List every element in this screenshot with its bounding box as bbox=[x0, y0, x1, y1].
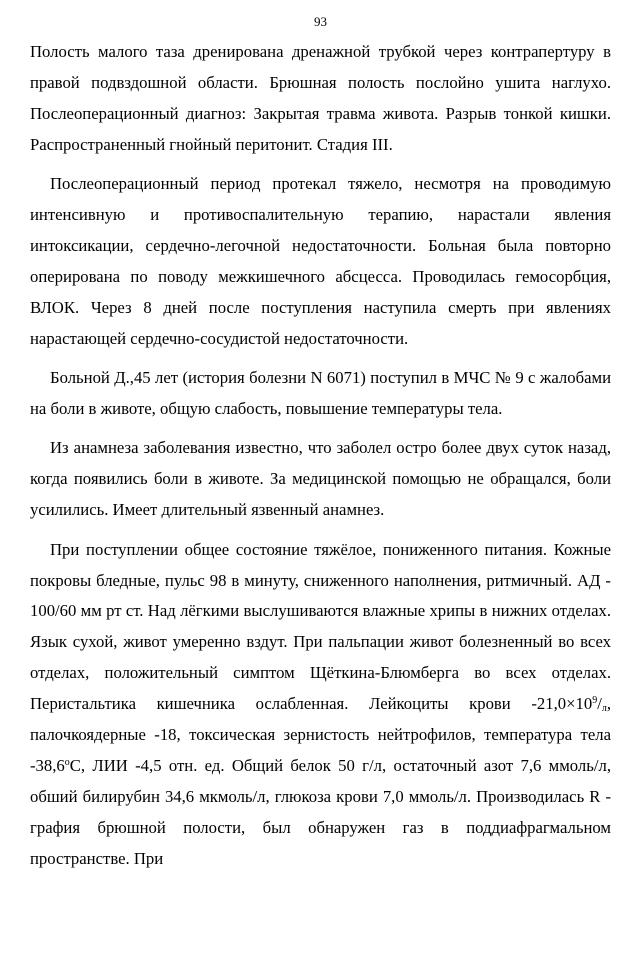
page-number: 93 bbox=[314, 14, 327, 29]
leukocyte-unit-slash: / bbox=[597, 694, 602, 714]
admission-status-text-3: С, ЛИИ -4,5 отн. ед. Общий белок 50 г/л, остаточный азот 7,6 ммоль/л, обший билирубин 34,6 мкмоль/л, глюкоза крови 7,0 ммоль/л. Производилась R - графия брюшной полости, был обнаружен газ в поддиафрагмальном пространстве. При bbox=[30, 755, 611, 868]
paragraph-surgery-summary: Полость малого таза дренирована дренажной трубкой через контрапертуру в правой подвздошной области. Брюшная полость послойно ушита наглухо. Послеоперационный диагноз: Закрытая травма живота. Разрыв тонкой кишки. Распространенный гнойный перитонит. Стадия III. bbox=[30, 42, 611, 154]
paragraph-anamnesis: Из анамнеза заболевания известно, что заболел остро более двух суток назад, когда появились боли в животе. За медицинской помощью не обращался, боли усилились. Имеет длительный язвенный анамнез. bbox=[30, 438, 611, 520]
paragraph-postoperative-course: Послеоперационный период протекал тяжело, несмотря на проводимую интенсивную и противоспалительную терапию, нарастали явления интоксикации, сердечно-легочной недостаточности. Больная была повторно оперирована по поводу межкишечного абсцесса. Проводилась гемосорбция, ВЛОК. Через 8 дней после поступления наступила смерть при явлениях нарастающей сердечно-сосудистой недостаточности. bbox=[30, 174, 611, 348]
admission-status-text-2: , палочкоядерные -18, токсическая зернистость нейтрофилов, температура тела -38,6 bbox=[30, 694, 611, 775]
leukocyte-unit: л bbox=[601, 703, 607, 715]
paragraph-patient-admission: Больной Д.,45 лет (история болезни N 6071) поступил в МЧС № 9 с жалобами на боли в животе, общую слабость, повышение температуры тела. bbox=[30, 368, 611, 418]
document-body bbox=[30, 37, 611, 875]
paragraph-admission-status bbox=[30, 535, 611, 875]
degree-sign: о bbox=[64, 756, 70, 768]
admission-status-text-1: При поступлении общее состояние тяжёлое, пониженного питания. Кожные покровы бледные, пульс 98 в минуту, сниженного наполнения, ритмичный. АД - 100/60 мм рт ст. Над лёгкими выслушиваются влажные хрипы в нижних отделах. Язык сухой, живот умеренно вздут. При пальпации живот болезненный во всех отделах, положительный симптом Щёткина-Блюмберга во всех отделах. Перистальтика кишечника ослабленная. Лейкоциты крови -21,0×10 bbox=[30, 539, 611, 714]
leukocyte-exponent: 9 bbox=[592, 695, 598, 707]
